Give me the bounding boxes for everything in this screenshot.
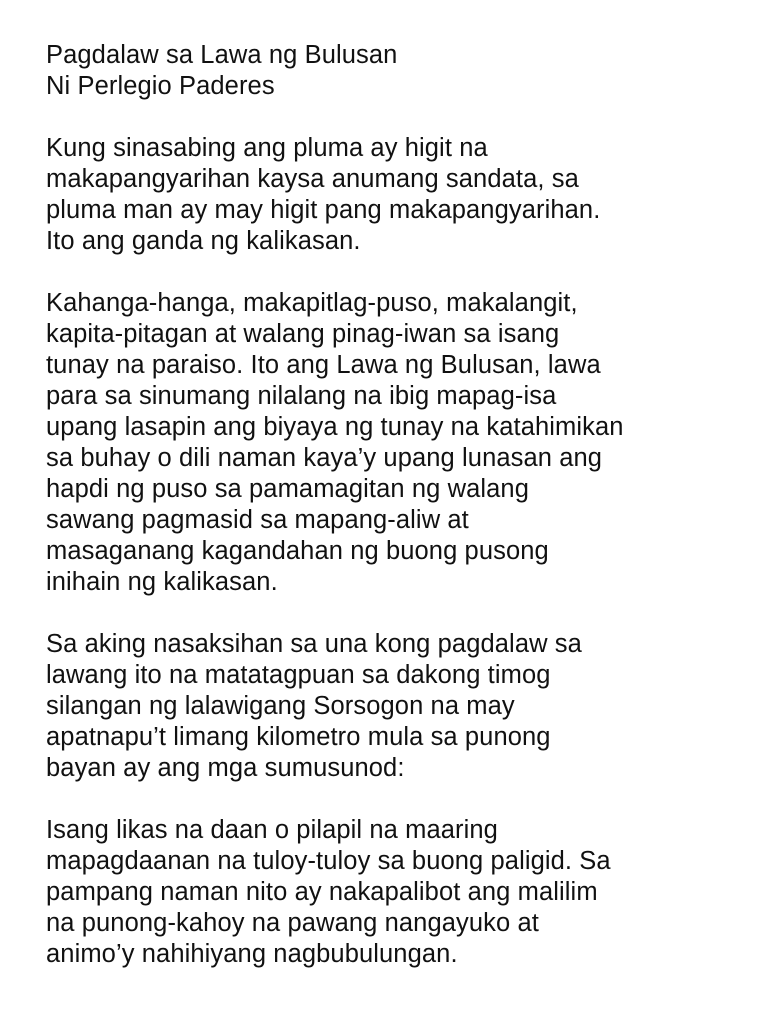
paragraph-line: tunay na paraiso. Ito ang Lawa ng Bulusan, lawa	[46, 351, 601, 379]
document-page	[46, 40, 736, 970]
paragraph-line: lawang ito na matatagpuan sa dakong timog	[46, 661, 551, 689]
paragraph-line: Sa aking nasaksihan sa una kong pagdalaw sa	[46, 630, 582, 658]
paragraph-line: Kung sinasabing ang pluma ay higit na	[46, 134, 488, 162]
paragraph-line: sawang pagmasid sa mapang-aliw at	[46, 506, 469, 534]
paragraph-line: pampang naman nito ay nakapalibot ang malilim	[46, 878, 598, 906]
paragraph-line: Ito ang ganda ng kalikasan.	[46, 227, 361, 255]
paragraph-line: kapita-pitagan at walang pinag-iwan sa isang	[46, 320, 560, 348]
paragraph-line: upang lasapin ang biyaya ng tunay na katahimikan	[46, 413, 624, 441]
paragraph-line: apatnapu’t limang kilometro mula sa punong	[46, 723, 551, 751]
paragraph-line: mapagdaanan na tuloy-tuloy sa buong paligid. Sa	[46, 847, 611, 875]
paragraph-line: makapangyarihan kaysa anumang sandata, sa	[46, 165, 579, 193]
paragraph-1	[46, 133, 736, 257]
title-block	[46, 40, 736, 102]
paragraph-line: hapdi ng puso sa pamamagitan ng walang	[46, 475, 529, 503]
paragraph-line: silangan ng lalawigang Sorsogon na may	[46, 692, 515, 720]
paragraph-2	[46, 288, 736, 598]
paragraph-line: sa buhay o dili naman kaya’y upang lunasan ang	[46, 444, 603, 472]
paragraph-line: Isang likas na daan o pilapil na maaring	[46, 816, 498, 844]
paragraph-4	[46, 815, 736, 970]
paragraph-line: inihain ng kalikasan.	[46, 568, 278, 596]
document-title: Pagdalaw sa Lawa ng Bulusan	[46, 41, 398, 69]
paragraph-line: pluma man ay may higit pang makapangyarihan.	[46, 196, 601, 224]
document-author: Ni Perlegio Paderes	[46, 72, 275, 100]
paragraph-line: bayan ay ang mga sumusunod:	[46, 754, 405, 782]
paragraph-line: na punong-kahoy na pawang nangayuko at	[46, 909, 539, 937]
paragraph-line: para sa sinumang nilalang na ibig mapag-isa	[46, 382, 557, 410]
paragraph-line: Kahanga-hanga, makapitlag-puso, makalangit,	[46, 289, 578, 317]
paragraph-line: animo’y nahihiyang nagbubulungan.	[46, 940, 458, 968]
paragraph-line: masaganang kagandahan ng buong pusong	[46, 537, 549, 565]
paragraph-3	[46, 629, 736, 784]
